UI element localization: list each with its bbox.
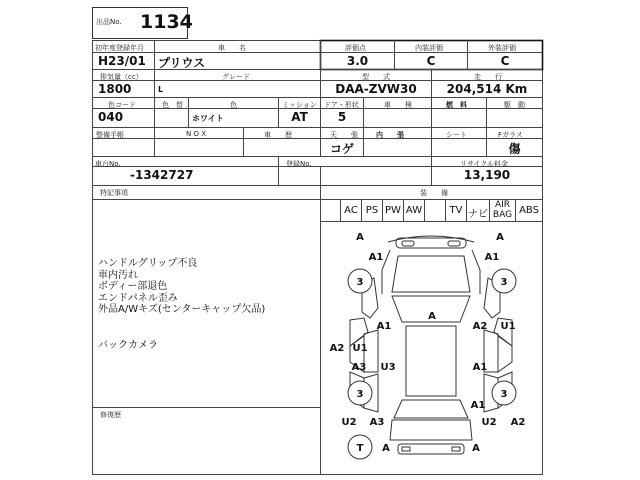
label-notes: 特記事項 bbox=[100, 189, 128, 197]
label-fglass: Fガラス bbox=[498, 131, 523, 139]
damage-code: 3 bbox=[356, 277, 364, 288]
equip-ac: AC bbox=[344, 205, 358, 216]
damage-code: T bbox=[356, 443, 364, 454]
label-car-name: 車 名 bbox=[218, 44, 246, 52]
label-displacement: 排気量（cc） bbox=[100, 73, 143, 81]
label-fuel: 燃 料 bbox=[446, 101, 467, 109]
damage-code: U1 bbox=[352, 343, 368, 354]
damage-code: A bbox=[356, 232, 364, 243]
label-equipment: 装 備 bbox=[420, 189, 448, 197]
equip-aw: AW bbox=[405, 205, 423, 216]
label-inspection: 車 検 bbox=[384, 101, 412, 109]
value-mileage: 204,514 Km bbox=[446, 82, 528, 96]
value-fglass: 傷 bbox=[508, 142, 521, 156]
equip-pw: PW bbox=[385, 205, 401, 216]
damage-code: A bbox=[496, 232, 504, 243]
damage-code: A1 bbox=[484, 252, 500, 263]
value-roof: コゲ bbox=[329, 142, 354, 156]
value-grade: L bbox=[158, 85, 164, 94]
note-item: ハンドルグリップ不良 bbox=[98, 258, 198, 269]
label-color-type: 色 替 bbox=[162, 101, 183, 109]
label-exterior: 外装評価 bbox=[488, 44, 516, 52]
label-interior: 内装評価 bbox=[415, 44, 443, 52]
damage-code: A1 bbox=[470, 400, 486, 411]
damage-code: A2 bbox=[510, 417, 526, 428]
equip-navi: ナビ bbox=[468, 209, 488, 220]
value-doors: 5 bbox=[337, 110, 347, 124]
label-service-book: 整備手帳 bbox=[96, 131, 124, 139]
label-mileage: 走 行 bbox=[474, 73, 502, 81]
label-transmission: ミッション bbox=[282, 101, 317, 109]
note-item: エンドパネル歪み bbox=[98, 292, 178, 304]
wheel-icon bbox=[348, 269, 516, 459]
value-model: DAA-ZVW30 bbox=[335, 82, 417, 96]
note-item: ボディー部退色 bbox=[98, 281, 168, 292]
value-chassis: -1342727 bbox=[130, 168, 194, 182]
label-doors: ドア・形状 bbox=[324, 101, 359, 109]
label-chassis: 車台No. bbox=[95, 160, 121, 168]
damage-code: A3 bbox=[369, 417, 385, 428]
label-nox: N O X bbox=[186, 130, 206, 138]
damage-code: A2 bbox=[472, 321, 488, 332]
damage-code: 3 bbox=[356, 389, 364, 400]
damage-code: U3 bbox=[380, 362, 396, 373]
value-reg-year: H23/01 bbox=[98, 54, 146, 68]
label-recycle: リサイクル料金 bbox=[460, 160, 509, 168]
damage-code: A bbox=[428, 311, 436, 322]
damage-code: A3 bbox=[351, 362, 367, 373]
damage-code: U1 bbox=[500, 321, 516, 332]
label-score: 評価点 bbox=[345, 44, 366, 52]
damage-code: U2 bbox=[341, 417, 357, 428]
label-model: 型 式 bbox=[362, 73, 390, 81]
value-car-name: プリウス bbox=[158, 56, 206, 70]
damage-code: A1 bbox=[368, 252, 384, 263]
damage-code: 3 bbox=[500, 277, 508, 288]
label-upholstery: 内 張 bbox=[376, 131, 404, 139]
label-color-code: 色コード bbox=[108, 101, 136, 109]
note-item: 車内汚れ bbox=[98, 269, 138, 281]
label-reg-year: 初年度登録年月 bbox=[95, 44, 144, 52]
label-history: 車 歴 bbox=[264, 131, 292, 139]
label-repair: 修復歴 bbox=[100, 411, 121, 419]
damage-code: A1 bbox=[472, 362, 488, 373]
label-roof: 天 張 bbox=[330, 131, 358, 139]
value-recycle: 13,190 bbox=[463, 168, 511, 182]
equip-abs: ABS bbox=[519, 205, 539, 216]
damage-code: A1 bbox=[376, 321, 392, 332]
label-color: 色 bbox=[230, 101, 237, 109]
damage-code: A2 bbox=[329, 343, 345, 354]
car-diagram bbox=[320, 222, 542, 474]
note-item: バックカメラ bbox=[98, 340, 158, 351]
equip-airbag: AIR BAG bbox=[492, 200, 513, 220]
value-transmission: AT bbox=[291, 110, 308, 124]
damage-code: A bbox=[472, 443, 480, 454]
label-grade: グレード bbox=[222, 73, 250, 81]
label-drive: 駆 動 bbox=[504, 101, 525, 109]
note-item: 外品A/Wキズ(センターキャップ欠品) bbox=[98, 304, 266, 315]
label-reg-no: 登録No. bbox=[286, 160, 312, 168]
value-score: 3.0 bbox=[346, 54, 369, 68]
damage-code: 3 bbox=[500, 389, 508, 400]
lot-label: 出品No. bbox=[96, 18, 122, 26]
value-displacement: 1800 bbox=[98, 82, 132, 96]
equip-ps: PS bbox=[365, 205, 379, 216]
label-seat: シート bbox=[446, 131, 467, 139]
lot-number: 1134 bbox=[140, 11, 193, 33]
damage-code: A bbox=[382, 443, 390, 454]
equip-tv: TV bbox=[449, 205, 463, 216]
value-exterior: C bbox=[500, 54, 510, 68]
notes-list bbox=[98, 258, 265, 316]
value-interior: C bbox=[426, 54, 436, 68]
value-color-code: 040 bbox=[98, 110, 124, 124]
damage-code: U2 bbox=[481, 417, 497, 428]
value-color: ホワイト bbox=[192, 114, 224, 123]
